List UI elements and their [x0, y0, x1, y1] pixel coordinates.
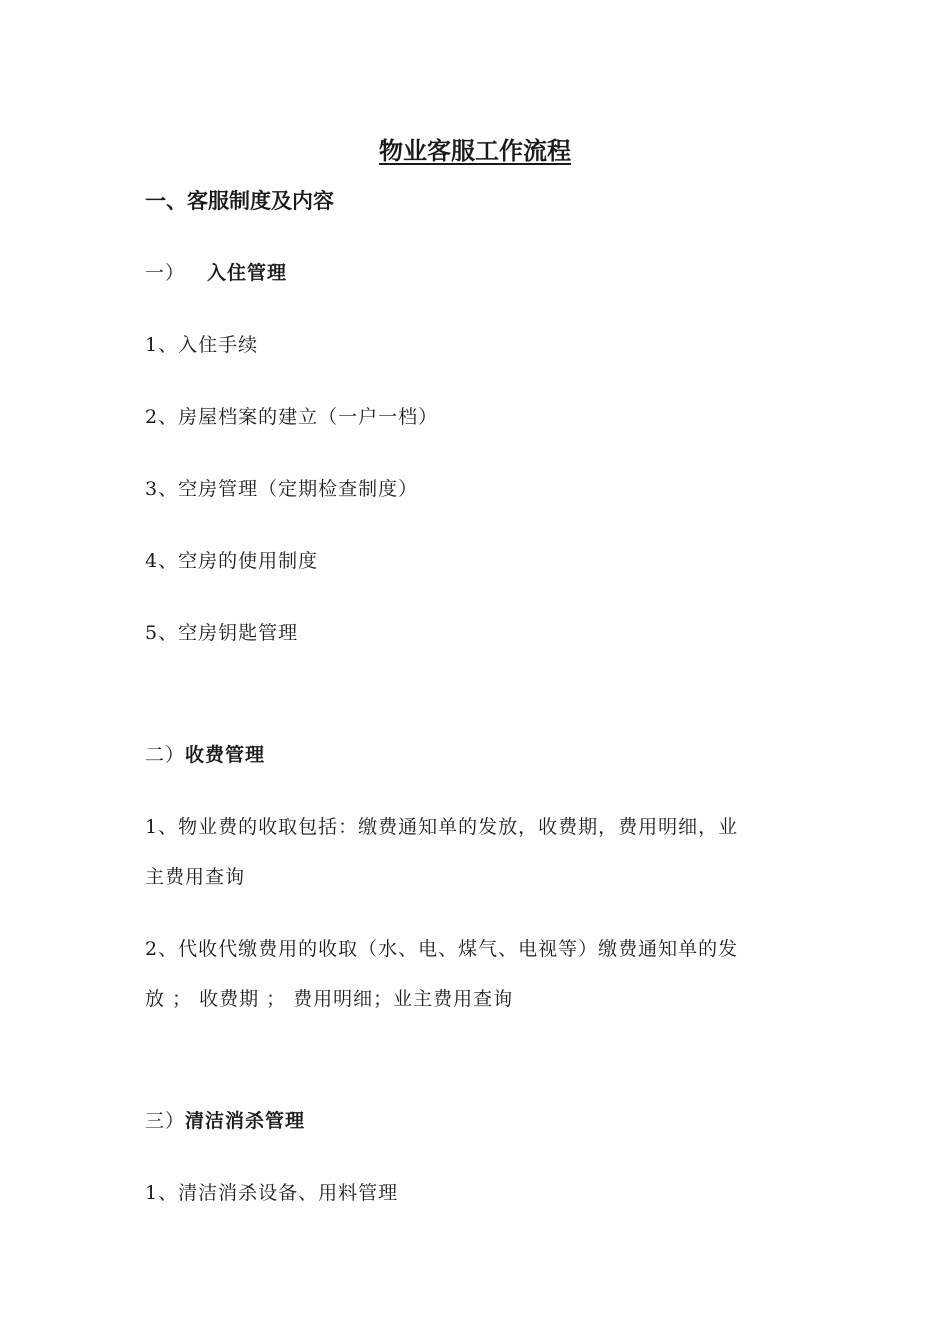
- list-item: 2、房屋档案的建立（一户一档）: [145, 406, 439, 428]
- subsection-label: 清洁消杀管理: [185, 1110, 306, 1132]
- list-item-continuation: 主费用查询: [145, 866, 246, 888]
- list-item: 1、入住手续: [145, 334, 259, 356]
- subsection-heading-cleaning: [145, 1106, 815, 1136]
- subsection-prefix: 一）: [145, 262, 186, 284]
- list-item: 3、空房管理（定期检查制度）: [145, 478, 419, 500]
- list-item: 4、空房的使用制度: [145, 550, 319, 572]
- list-item-continuation: 放 ； 收费期 ； 费用明细；业主费用查询: [145, 988, 514, 1010]
- section-heading: 一、客服制度及内容: [145, 189, 334, 213]
- subsection-heading-checkin: [145, 258, 815, 288]
- subsection-prefix: 三）: [145, 1110, 186, 1132]
- subsection-prefix: 二）: [145, 744, 186, 766]
- list-item: 1、物业费的收取包括：缴费通知单的发放，收费期，费用明细，业: [145, 816, 739, 838]
- list-item: 5、空房钥匙管理: [145, 622, 299, 644]
- subsection-heading-fees: [145, 740, 815, 770]
- document-title: 物业客服工作流程: [379, 137, 571, 165]
- subsection-label: 入住管理: [207, 262, 288, 284]
- subsection-label: 收费管理: [185, 744, 266, 766]
- list-item: 2、代收代缴费用的收取（水、电、煤气、电视等）缴费通知单的发: [145, 938, 739, 960]
- list-item: 1、清洁消杀设备、用料管理: [145, 1182, 399, 1204]
